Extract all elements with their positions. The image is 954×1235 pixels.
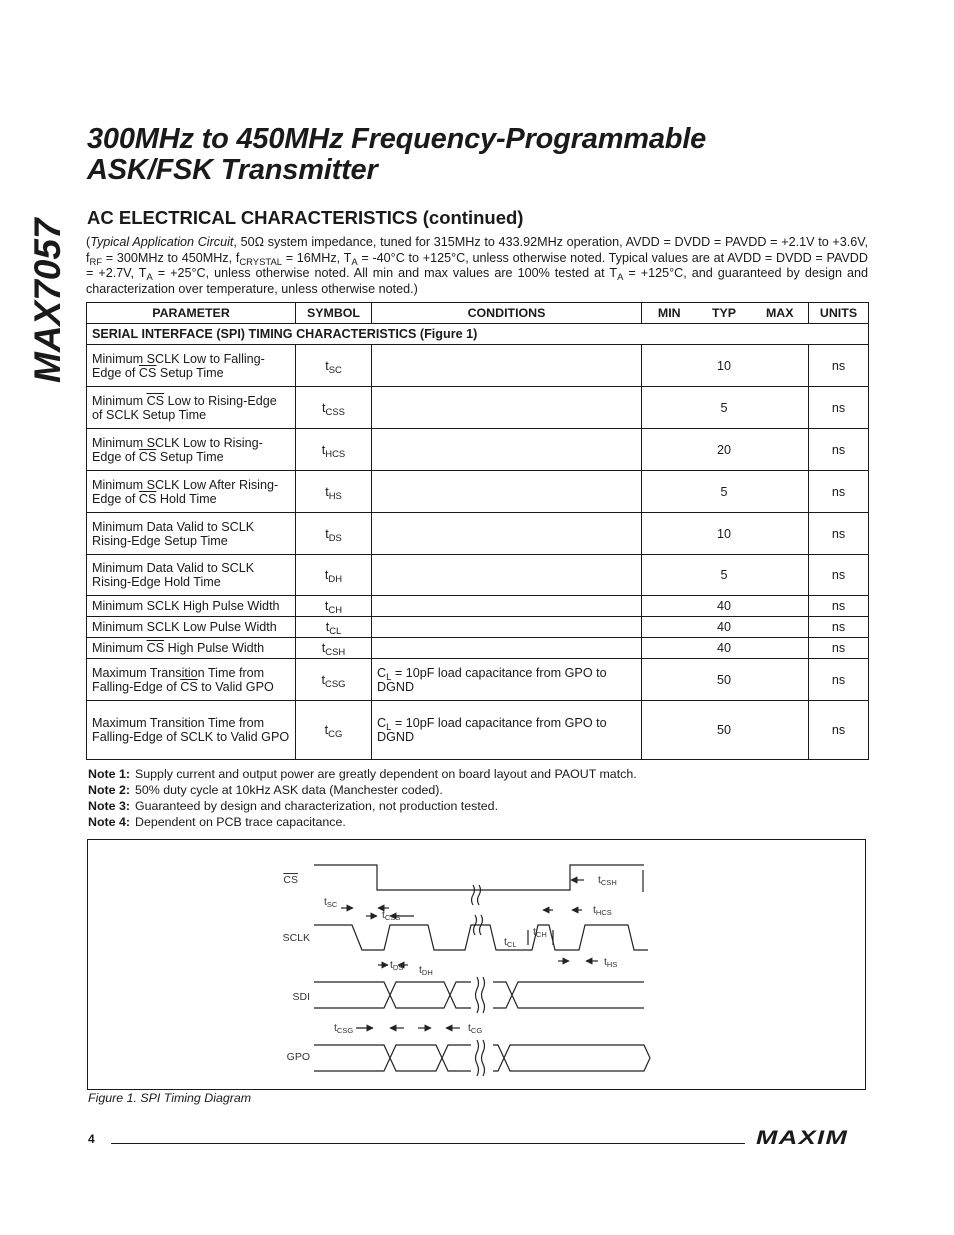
table-row (87, 387, 869, 429)
min-cell (642, 701, 697, 760)
note-label: Note 3: (88, 799, 130, 813)
note-item (88, 766, 637, 782)
units-cell: ns (809, 638, 869, 659)
units-cell: ns (809, 701, 869, 760)
spec-table (86, 302, 869, 760)
col-parameter: PARAMETER (87, 303, 296, 324)
min-cell (642, 513, 697, 555)
note-label: Note 4: (88, 815, 130, 829)
param-cell: Maximum Transition Time from Falling-Edge of SCLK to Valid GPO (87, 701, 296, 760)
break-mark (476, 1040, 485, 1076)
conditions-cell (372, 471, 642, 513)
table-row (87, 555, 869, 596)
thcs-label: tHCS (593, 904, 612, 917)
symbol-cell: $t_{CL}$ (296, 617, 372, 638)
conditions-cell (372, 513, 642, 555)
symbol-cell: $t_{CSG}$ (296, 659, 372, 701)
symbol-cell: $t_{CG}$ (296, 701, 372, 760)
page-number: 4 (88, 1132, 95, 1146)
col-conditions: CONDITIONS (372, 303, 642, 324)
max-cell (752, 596, 809, 617)
min-cell (642, 387, 697, 429)
spi-timing-diagram (87, 839, 866, 1090)
conditions-cell: $C_L = 10pF$ load capacitance from GPO to DGND (372, 701, 642, 760)
typ-cell: 40 (697, 617, 752, 638)
table-row (87, 429, 869, 471)
typ-cell: 10 (697, 345, 752, 387)
min-cell (642, 471, 697, 513)
max-cell (752, 345, 809, 387)
gpo-label: GPO (286, 1051, 310, 1063)
sdi-label: SDI (292, 991, 310, 1003)
sclk-waveform (314, 925, 648, 950)
typ-cell: 5 (697, 555, 752, 596)
units-cell: ns (809, 659, 869, 701)
col-min: MIN (642, 303, 697, 324)
max-cell (752, 617, 809, 638)
symbol-cell: $t_{CSH}$ (296, 638, 372, 659)
typ-cell: 50 (697, 701, 752, 760)
conditions-cell (372, 555, 642, 596)
param-cell: Minimum $\overline{CS}$ High Pulse Width (87, 638, 296, 659)
section-title: AC ELECTRICAL CHARACTERISTICS (continued) (87, 207, 524, 228)
note-label: Note 2: (88, 783, 130, 797)
col-max: MAX (752, 303, 809, 324)
param-cell: Minimum SCLK Low to Falling-Edge of $\overline{CS}$ Setup Time (87, 345, 296, 387)
conditions-paragraph: (Typical Application Circuit, 50Ω system impedance, tuned for 315MHz to 433.92MHz operation, AVDD = DVDD = PAVDD = +2.1V to +3.6V, $f_{RF} = 300MHz$ to 450MHz, $f_{CRYSTAL} = 16MHz$, $T_A = -40^\circ C$ to +125°C, unless otherwise noted. Typical values are at AVDD = DVDD = PAVDD = +2.7V, $T_A = +25^\circ C$, unless otherwise noted. All min and max values are 100% tested at $T_A = +125^\circ C$, and guaranteed by design and characterization over temperature, unless otherwise noted.) (86, 235, 869, 296)
typ-cell: 5 (697, 471, 752, 513)
group-label: SERIAL INTERFACE (SPI) TIMING CHARACTERISTICS (Figure 1) (87, 324, 869, 345)
max-cell (752, 659, 809, 701)
typ-cell: 20 (697, 429, 752, 471)
table-header-row (87, 303, 869, 324)
max-cell (752, 387, 809, 429)
typ-cell: 40 (697, 596, 752, 617)
title-line-1: 300MHz to 450MHz Frequency-Programmable (87, 123, 707, 155)
symbol-cell: $t_{CSS}$ (296, 387, 372, 429)
figure-caption: Figure 1. SPI Timing Diagram (88, 1091, 252, 1105)
symbol-cell: $t_{HS}$ (296, 471, 372, 513)
ths-label: tHS (604, 956, 618, 969)
units-cell: ns (809, 471, 869, 513)
table-row (87, 345, 869, 387)
param-cell: Maximum Transition Time from Falling-Edge of $\overline{CS}$ to Valid GPO (87, 659, 296, 701)
note-item (88, 798, 637, 814)
table-row (87, 513, 869, 555)
conditions-cell (372, 596, 642, 617)
conditions-cell (372, 617, 642, 638)
symbol-cell: $t_{CH}$ (296, 596, 372, 617)
min-cell (642, 659, 697, 701)
table-row (87, 471, 869, 513)
typ-cell: 40 (697, 638, 752, 659)
table-group-row (87, 324, 869, 345)
table-row (87, 617, 869, 638)
note-text: Supply current and output power are greatly dependent on board layout and PAOUT match. (135, 767, 637, 781)
note-item (88, 782, 637, 798)
page-title (87, 124, 706, 186)
param-cell: Minimum $\overline{CS}$ Low to Rising-Edge of SCLK Setup Time (87, 387, 296, 429)
param-cell: Minimum Data Valid to SCLK Rising-Edge Hold Time (87, 555, 296, 596)
sclk-label: SCLK (282, 932, 310, 944)
conditions-cell (372, 429, 642, 471)
min-cell (642, 555, 697, 596)
typ-cell: 10 (697, 513, 752, 555)
footer-rule (111, 1143, 745, 1144)
title-line-2: ASK/FSK Transmitter (87, 154, 378, 186)
note-label: Note 1: (88, 767, 130, 781)
tcsg-label: tCSG (334, 1022, 354, 1035)
note-text: 50% duty cycle at 10kHz ASK data (Manchester coded). (135, 783, 443, 797)
conditions-cell (372, 345, 642, 387)
units-cell: ns (809, 617, 869, 638)
conditions-cell (372, 638, 642, 659)
notes-list (88, 766, 637, 830)
break-mark (472, 885, 481, 905)
table-row (87, 638, 869, 659)
tds-label: tDS (390, 959, 404, 972)
sdi-waveform (314, 982, 644, 1008)
sidebar-part-number (12, 195, 72, 385)
param-cell: Minimum Data Valid to SCLK Rising-Edge Setup Time (87, 513, 296, 555)
table-row (87, 659, 869, 701)
tcsh-label: tCSH (598, 874, 617, 887)
conditions-cell: $C_L = 10pF$ load capacitance from GPO to DGND (372, 659, 642, 701)
units-cell: ns (809, 387, 869, 429)
max-cell (752, 471, 809, 513)
table-row (87, 701, 869, 760)
min-cell (642, 345, 697, 387)
typ-cell: 50 (697, 659, 752, 701)
param-cell: Minimum SCLK High Pulse Width (87, 596, 296, 617)
symbol-cell: $t_{DH}$ (296, 555, 372, 596)
min-cell (642, 429, 697, 471)
min-cell (642, 638, 697, 659)
note-text: Dependent on PCB trace capacitance. (135, 815, 346, 829)
max-cell (752, 638, 809, 659)
tcg-label: tCG (468, 1022, 483, 1035)
symbol-cell: $t_{HCS}$ (296, 429, 372, 471)
param-cell: Minimum SCLK Low to Rising-Edge of $\overline{CS}$ Setup Time (87, 429, 296, 471)
max-cell (752, 701, 809, 760)
note-item (88, 814, 637, 830)
max-cell (752, 555, 809, 596)
units-cell: ns (809, 555, 869, 596)
cs-label: CS (283, 874, 298, 886)
param-cell: Minimum SCLK Low Pulse Width (87, 617, 296, 638)
col-units: UNITS (809, 303, 869, 324)
units-cell: ns (809, 596, 869, 617)
symbol-cell: $t_{DS}$ (296, 513, 372, 555)
min-cell (642, 596, 697, 617)
tsc-label: tSC (324, 896, 338, 909)
units-cell: ns (809, 345, 869, 387)
tdh-label: tDH (419, 964, 433, 977)
param-cell: Minimum SCLK Low After Rising-Edge of $\overline{CS}$ Hold Time (87, 471, 296, 513)
symbol-cell: $t_{SC}$ (296, 345, 372, 387)
sidebar-part-label: MAX7057 (27, 218, 68, 383)
units-cell: ns (809, 513, 869, 555)
maxim-logo: MAXIM (756, 1128, 849, 1149)
max-cell (752, 513, 809, 555)
units-cell: ns (809, 429, 869, 471)
typ-cell: 5 (697, 387, 752, 429)
col-symbol: SYMBOL (296, 303, 372, 324)
min-cell (642, 617, 697, 638)
tcss-label: tCSS (382, 909, 401, 922)
tcl-label: tCL (504, 936, 517, 949)
tch-label: tCH (533, 926, 547, 939)
note-text: Guaranteed by design and characterization, not production tested. (135, 799, 499, 813)
table-row (87, 596, 869, 617)
conditions-cell (372, 387, 642, 429)
break-mark (476, 977, 485, 1013)
max-cell (752, 429, 809, 471)
col-typ: TYP (697, 303, 752, 324)
